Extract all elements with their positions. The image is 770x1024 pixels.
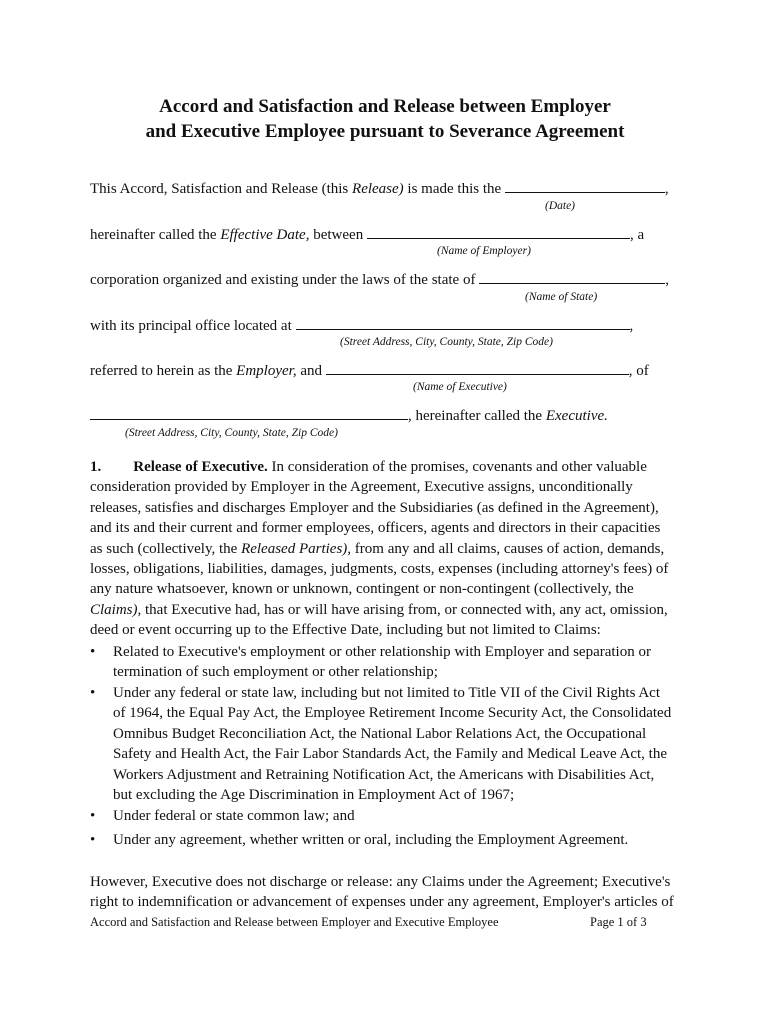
date-blank[interactable] <box>505 178 665 193</box>
state-blank[interactable] <box>479 269 665 284</box>
closing-paragraph: However, Executive does not discharge or release: any Claims under the Agreement; Executive's right to indemnification or advancement of expenses under any agreement, Employer's articles of <box>90 874 674 911</box>
bullet-icon: • <box>90 808 96 824</box>
section-1-line-5: as such (collectively, the Released Parties), from any and all claims, causes of action, demands, <box>90 540 665 557</box>
bullet-icon: • <box>90 685 96 701</box>
document-title-line-2: and Executive Employee pursuant to Severance Agreement <box>145 121 625 142</box>
intro-line-employer: hereinafter called the Effective Date, between , a <box>90 224 644 245</box>
section-1-line-6: losses, obligations, liabilities, damages, judgments, costs, expenses (including attorney's fees) of <box>90 561 669 578</box>
executive-name-blank[interactable] <box>326 360 629 375</box>
section-1-line-4: and its and their current and former employees, officers, agents and directors in their capacities <box>90 520 661 537</box>
section-1-line-8: Claims), that Executive had, has or will have arising from, or connected with, any act, omission, <box>90 601 668 618</box>
employer-name-blank[interactable] <box>367 224 630 239</box>
document-title-line-1: Accord and Satisfaction and Release between Employer <box>159 96 611 117</box>
section-1-line-7: any nature whatsoever, known or unknown, contingent or non-contingent (collectively, the <box>90 581 634 598</box>
section-1-paragraph <box>90 457 685 641</box>
executive-address-caption: (Street Address, City, County, State, Zip Code) <box>125 427 338 439</box>
intro-line-date: This Accord, Satisfaction and Release (this Release) is made this the , <box>90 178 669 199</box>
section-1-line-2: consideration provided by Employer in the Agreement, Executive assigns, unconditionally <box>90 479 633 496</box>
state-caption: (Name of State) <box>525 291 598 303</box>
intro-line-office: with its principal office located at , <box>90 315 633 336</box>
bullet-icon: • <box>90 832 96 848</box>
section-1-line-9: deed or event occurring up to the Effective Date, including but not limited to Claims: <box>90 622 601 639</box>
office-address-caption: (Street Address, City, County, State, Zip Code) <box>340 336 553 348</box>
intro-line-state: corporation organized and existing under the laws of the state of , <box>90 269 669 290</box>
intro-line-executive: referred to herein as the Employer, and , of <box>90 360 649 381</box>
footer-page-number: Page 1 of 3 <box>590 915 647 929</box>
section-number: 1. <box>90 459 102 475</box>
date-caption: (Date) <box>545 200 576 212</box>
office-address-blank[interactable] <box>296 315 630 330</box>
employer-caption: (Name of Employer) <box>437 245 531 257</box>
executive-address-blank[interactable] <box>90 405 408 420</box>
section-heading: Release of Executive. <box>133 459 268 475</box>
section-1-line-3: releases, satisfies and discharges Employer and the Subsidiaries (as defined in the Agreement), <box>90 499 659 516</box>
bullet-icon: • <box>90 644 96 660</box>
footer-document-title: Accord and Satisfaction and Release between Employer and Executive Employee <box>90 915 499 929</box>
executive-caption: (Name of Executive) <box>413 381 507 393</box>
section-1-line-1: 1. Release of Executive. In consideration of the promises, covenants and other valuable <box>90 459 647 475</box>
intro-line-executive-address: , hereinafter called the Executive. <box>90 405 608 426</box>
document-page: Accord and Satisfaction and Release between Employer and Executive Employee pursuant to Severance Agreement This Accord, Satisfaction and Release (this Release) is made this the , (Date) hereinafter called the Effective Date, between , a (Name of Employer) corporation organized and existing under the laws of the state of , (Name of State) with its principal office located at , (Street Address, City, County, State, Zip Code) referred to herein as the Employer, and , of (Name of Executive) , hereinafter called the Executive. (Street Address, City, County, State, Zip Code) 1. Release of Executive. In consideration of the promises, covenants and other valuable consideration provided by Employer in the Agreement, Executive assigns, unconditionally releases, satisfies and discharges Employer and the Subsidiaries (as defined in the Agreement), and its and their current and former employees, officers, agents and directors in their capacities as such (collectively, the Released Parties), from any and all claims, causes of action, demands, losses, obligations, liabilities, damages, judgments, costs, expenses (including attorney's fees) of any nature whatsoever, known or unknown, contingent or non-contingent (collectively, the Claims), that Executive had, has or will have arising from, or connected with, any act, omission, deed or event occurring up to the Effective Date, including but not limited to Claims: • Related to Executive's employment or other relationship with Employer and separation or termination of such employment or other relationship; • Under any federal or state law, including but not limited to Title VII of the Civil Rights Act of 1964, the Equal Pay Act, the Employee Retirement Income Security Act, the Consolidated Omnibus Budget Reconciliation Act, the National Labor Relations Act, the Occupational Safety and Health Act, the Fair Labor Standards Act, the Family and Medical Leave Act, the Workers Adjustment and Retraining Notification Act, the Americans with Disabilities Act, but excluding the Age Discrimination in Employment Act of 1967; • Under federal or state common law; and • Under any agreement, whether written or oral, including the Employment Agreement. However, Executive does not discharge or release: any Claims under the Agreement; Executive's right to indemnification or advancement of expenses under any agreement, Employer's articles of Accord and Satisfaction and Release between Employer and Executive Employee Page 1 of 3 <box>0 0 770 1024</box>
